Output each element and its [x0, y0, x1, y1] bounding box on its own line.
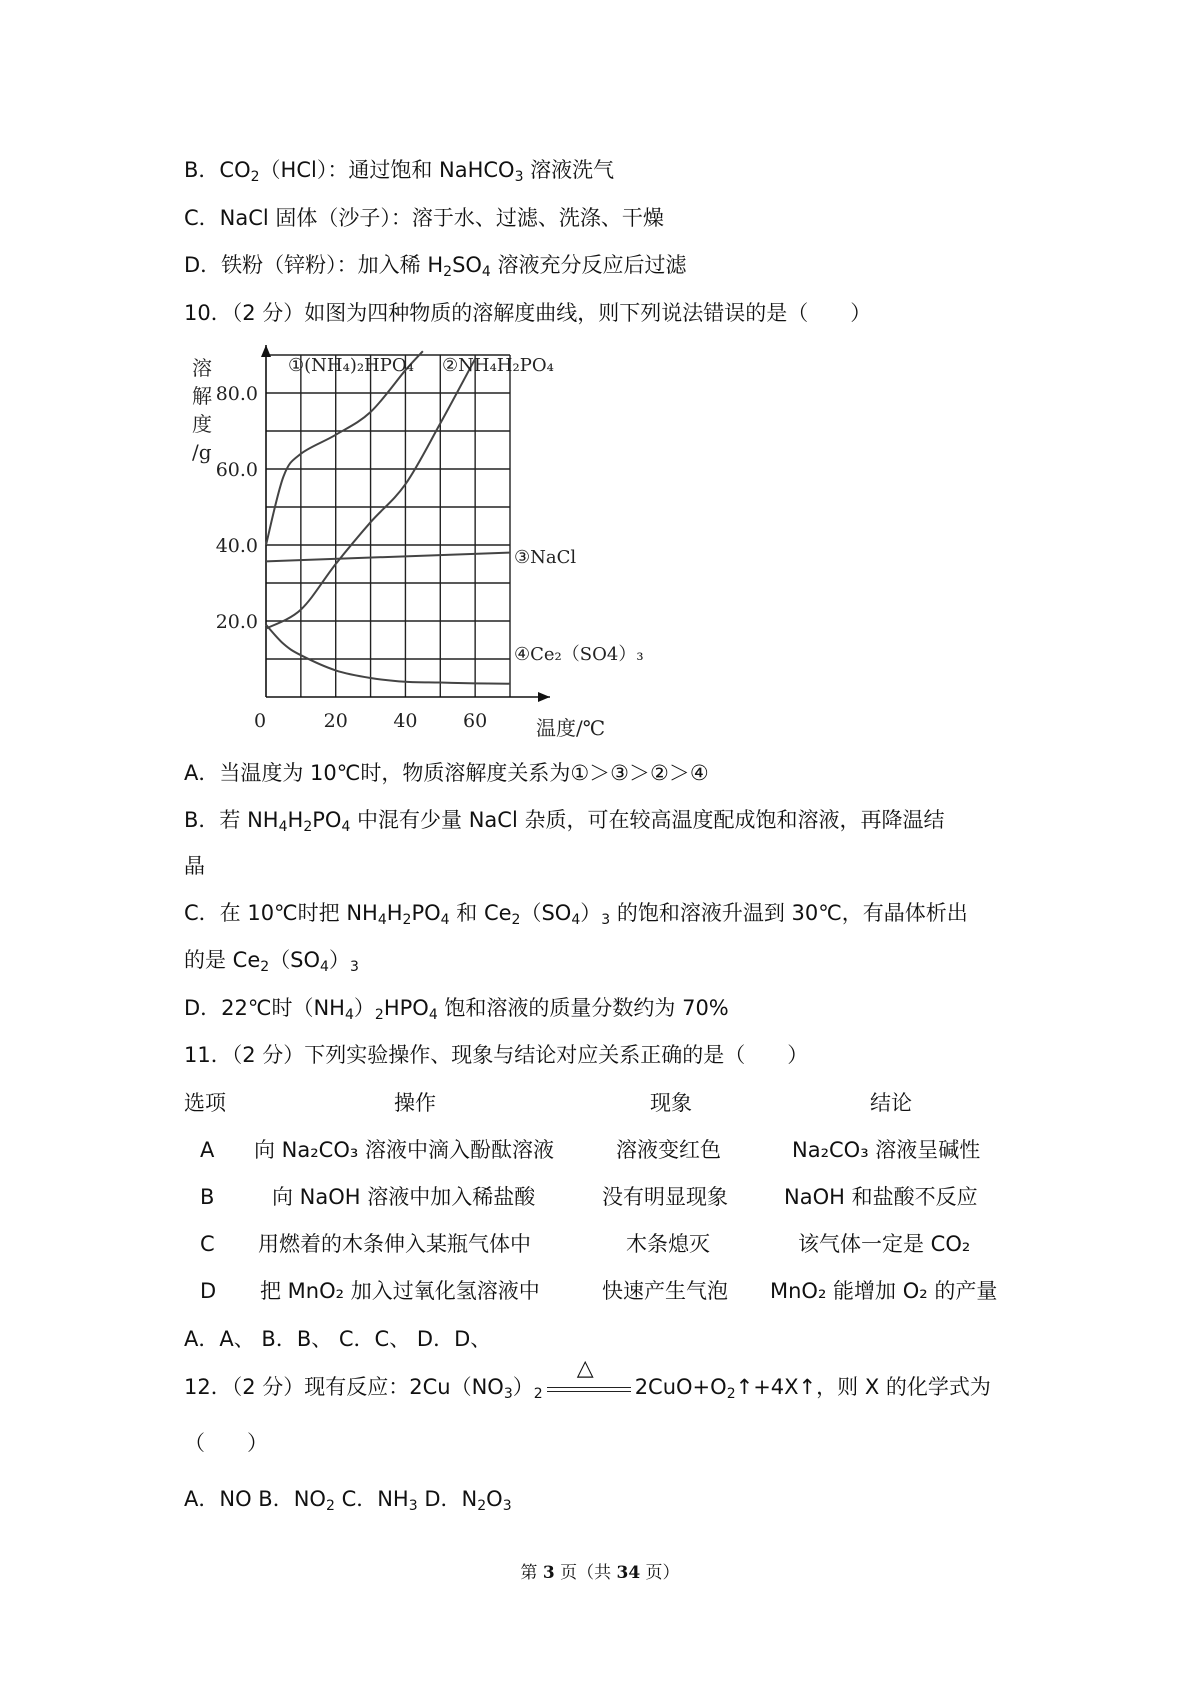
cell-phenomenon: 木条熄灭 — [626, 1232, 710, 1256]
text: B．若 NH — [184, 808, 279, 832]
text: 中混有少量 NaCl 杂质，可在较高温度配成饱和溶液，再降温结 — [350, 808, 945, 832]
cell-operation: 把 MnO₂ 加入过氧化氢溶液中 — [260, 1279, 540, 1303]
subscript: 2 — [303, 819, 313, 835]
text: H — [287, 808, 304, 832]
text: ） — [580, 901, 602, 925]
text: 溶液洗气 — [523, 158, 615, 182]
cell-option: B — [200, 1185, 215, 1209]
table-row — [184, 1276, 1014, 1306]
equals-line-bottom — [547, 1391, 631, 1392]
cell-conclusion: Na₂CO₃ 溶液呈碱性 — [792, 1138, 981, 1162]
text: 页（共 — [554, 1563, 617, 1583]
x-tick-label: 60 — [463, 710, 488, 732]
subscript: 4 — [481, 264, 491, 280]
header-operation: 操作 — [394, 1091, 436, 1115]
cell-option: C — [200, 1232, 215, 1256]
y-axis-label: 解 — [192, 384, 212, 408]
text: 和 Ce — [449, 901, 512, 925]
subscript: 4 — [341, 819, 351, 835]
text: 溶液充分反应后过滤 — [490, 253, 687, 277]
text: H — [386, 901, 403, 925]
cell-phenomenon: 快速产生气泡 — [602, 1279, 728, 1303]
text: C．NH — [341, 1487, 409, 1511]
option-a-q10 — [184, 758, 709, 788]
table-row — [184, 1229, 1014, 1259]
y-axis-label: /g — [192, 440, 212, 464]
subscript: 2 — [726, 1386, 736, 1402]
text: B．CO — [184, 158, 251, 182]
cell-phenomenon: 没有明显现象 — [602, 1185, 728, 1209]
cell-operation: 向 NaOH 溶液中加入稀盐酸 — [272, 1185, 536, 1209]
header-phenomenon: 现象 — [650, 1091, 692, 1115]
subscript: 2 — [374, 1007, 384, 1023]
option-c-q9 — [184, 203, 664, 233]
subscript: 4 — [440, 912, 450, 928]
text: D．N — [424, 1487, 478, 1511]
x-tick-label: 20 — [323, 710, 348, 732]
chart-grid — [266, 355, 510, 697]
text: ↑+4X↑，则 X 的化学式为 — [735, 1375, 991, 1399]
series-label: ④Ce₂（SO4）₃ — [514, 644, 644, 665]
text: 页） — [640, 1563, 680, 1583]
cell-conclusion: 该气体一定是 CO₂ — [798, 1232, 971, 1256]
series-nh4-2-hpo4 — [266, 351, 423, 545]
text: 12．（2 分）现有反应：2Cu（NO — [184, 1375, 504, 1399]
page-number: 3 — [542, 1563, 555, 1583]
option-d-q10 — [184, 993, 729, 1023]
subscript: 2 — [533, 1386, 543, 1402]
option-b-q10-cont — [184, 851, 205, 881]
y-tick-label: 20.0 — [215, 611, 258, 633]
cell-operation: 向 Na₂CO₃ 溶液中滴入酚酞溶液 — [254, 1138, 554, 1162]
text: 第 — [520, 1563, 543, 1583]
text: （SO — [269, 948, 321, 972]
series-label: ①(NH₄)₂HPO₄ — [288, 355, 414, 376]
text: SO — [452, 253, 482, 277]
text: ） — [353, 996, 375, 1020]
y-tick-label: 60.0 — [215, 459, 258, 481]
series-nacl — [266, 553, 510, 562]
subscript: 2 — [443, 264, 453, 280]
subscript: 3 — [502, 1498, 512, 1514]
text: D．22℃时（NH — [184, 996, 345, 1020]
text: 的饱和溶液升温到 30℃，有晶体析出 — [610, 901, 968, 925]
table-header — [184, 1088, 1014, 1118]
text: 的是 Ce — [184, 948, 261, 972]
subscript: 2 — [511, 912, 521, 928]
options-table — [184, 1088, 1014, 1308]
option-b-q10 — [184, 805, 944, 835]
x-tick-label: 40 — [393, 710, 418, 732]
text: A．A、 B．B、 C．C、 D．D、 — [184, 1327, 492, 1351]
text: D．铁粉（锌粉）：加入稀 H — [184, 253, 444, 277]
cell-conclusion: MnO₂ 能增加 O₂ 的产量 — [770, 1279, 998, 1303]
option-b-q9 — [184, 155, 614, 185]
page-footer — [0, 1558, 1200, 1583]
series-label: ③NaCl — [514, 547, 577, 568]
options-q11 — [184, 1324, 491, 1354]
y-axis-label: 度 — [192, 412, 212, 436]
subscript: 4 — [571, 912, 581, 928]
text: （ ） — [184, 1431, 268, 1455]
text: ） — [328, 948, 350, 972]
solubility-chart — [180, 345, 644, 740]
option-c-q10 — [184, 898, 968, 928]
equals-line-top — [547, 1387, 631, 1388]
text: C．NaCl 固体（沙子）：溶于水、过滤、洗涤、干燥 — [184, 206, 664, 230]
cell-operation: 用燃着的木条伸入某瓶气体中 — [258, 1232, 531, 1256]
subscript: 3 — [349, 959, 359, 975]
header-conclusion: 结论 — [870, 1091, 912, 1115]
option-d-q9 — [184, 250, 687, 280]
text: （SO — [520, 901, 572, 925]
x-axis-arrow-icon — [538, 692, 550, 702]
y-axis-arrow-icon — [261, 345, 271, 357]
series-ce2-so4-3 — [266, 625, 510, 684]
cell-conclusion: NaOH 和盐酸不反应 — [784, 1185, 978, 1209]
table-row — [184, 1182, 1014, 1212]
delta-icon: △ — [576, 1356, 594, 1381]
chart-series — [266, 351, 510, 684]
text: A．当温度为 10℃时，物质溶解度关系为①＞③＞②＞④ — [184, 761, 709, 785]
text: （HCl）：通过饱和 NaHCO — [259, 158, 515, 182]
text: B．NO — [258, 1487, 326, 1511]
subscript: 2 — [250, 169, 260, 185]
subscript: 3 — [601, 912, 611, 928]
text: PO — [312, 808, 342, 832]
subscript: 4 — [428, 1007, 438, 1023]
x-axis-label: 温度/℃ — [536, 716, 606, 740]
cell-option: A — [200, 1138, 215, 1162]
subscript: 3 — [503, 1386, 513, 1402]
subscript: 2 — [402, 912, 412, 928]
text: 2CuO+O — [634, 1375, 727, 1399]
options-q12 — [184, 1484, 512, 1514]
table-row — [184, 1135, 1014, 1165]
subscript: 2 — [260, 959, 270, 975]
subscript: 3 — [408, 1498, 418, 1514]
heat-condition — [543, 1356, 635, 1402]
subscript: 4 — [320, 959, 329, 975]
text: 饱和溶液的质量分数约为 70% — [437, 996, 729, 1020]
y-axis-label: 溶 — [192, 356, 212, 380]
subscript: 4 — [344, 1007, 354, 1023]
question-11 — [184, 1040, 808, 1070]
text: PO — [411, 901, 441, 925]
subscript: 4 — [377, 912, 387, 928]
y-tick-label: 80.0 — [215, 383, 258, 405]
x-tick-label: 0 — [253, 710, 267, 732]
page-total: 34 — [616, 1563, 641, 1583]
question-12 — [184, 1356, 991, 1402]
y-tick-label: 40.0 — [215, 535, 258, 557]
question-10 — [184, 298, 871, 328]
header-option: 选项 — [184, 1091, 226, 1115]
text: 11．（2 分）下列实验操作、现象与结论对应关系正确的是（ ） — [184, 1043, 809, 1067]
text: A．NO — [184, 1487, 252, 1511]
subscript: 2 — [477, 1498, 487, 1514]
series-label: ②NH₄H₂PO₄ — [442, 355, 554, 376]
subscript: 4 — [278, 819, 288, 835]
text: ） — [512, 1375, 534, 1399]
text: O — [486, 1487, 503, 1511]
question-12-cont — [184, 1428, 268, 1458]
cell-option: D — [200, 1279, 217, 1303]
text: 晶 — [184, 854, 205, 878]
text: HPO — [383, 996, 429, 1020]
subscript: 3 — [514, 169, 524, 185]
text: C．在 10℃时把 NH — [184, 901, 378, 925]
option-c-q10-cont — [184, 945, 359, 975]
cell-phenomenon: 溶液变红色 — [616, 1138, 721, 1162]
subscript: 2 — [325, 1498, 335, 1514]
text: 10．（2 分）如图为四种物质的溶解度曲线，则下列说法错误的是（ ） — [184, 301, 872, 325]
